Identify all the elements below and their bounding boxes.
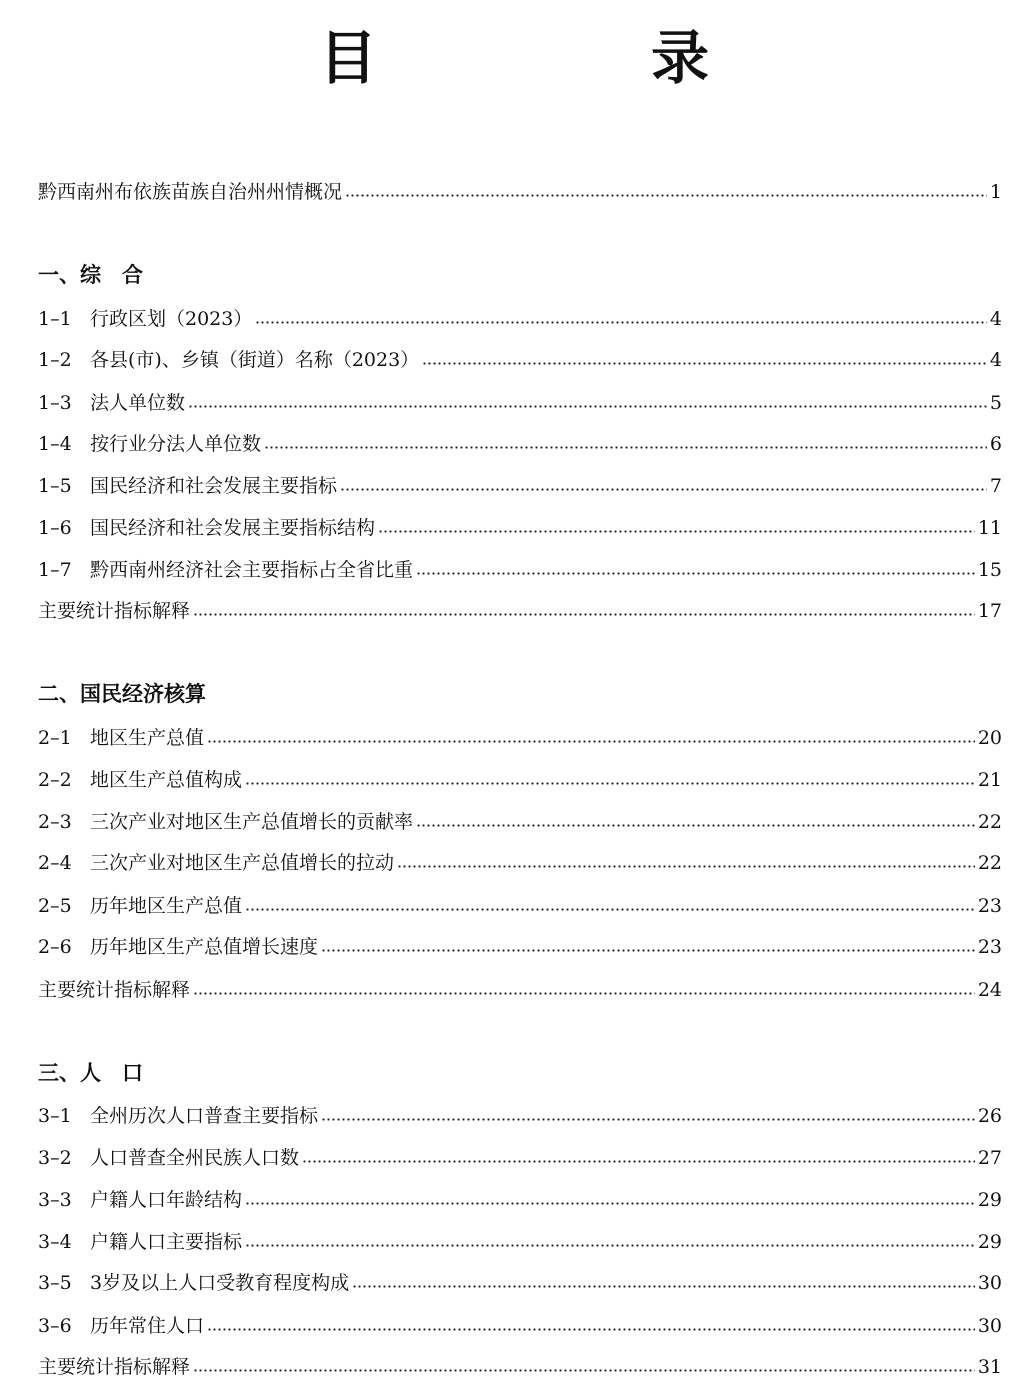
dot-leader (302, 1160, 975, 1163)
toc-entry-code: 1–6 (38, 517, 72, 539)
toc-page-number: 22 (977, 811, 1002, 833)
dot-leader (378, 530, 975, 533)
dot-leader (422, 362, 987, 365)
toc-page-number: 6 (989, 433, 1002, 455)
toc-entry[interactable] (38, 932, 1002, 962)
toc-page-number: 11 (977, 517, 1002, 539)
toc-entry[interactable] (38, 429, 1002, 459)
toc-entry-label: 各县(市)、乡镇（街道）名称（2023） (90, 349, 420, 371)
dot-leader (207, 1328, 975, 1331)
section-heading-1: 一、综 合 (38, 263, 143, 287)
toc-entry-label: 三次产业对地区生产总值增长的贡献率 (90, 811, 414, 833)
toc-page-number: 21 (977, 769, 1002, 791)
toc-entry-label: 户籍人口主要指标 (90, 1231, 243, 1253)
toc-page-number: 27 (977, 1147, 1002, 1169)
toc-entry-intro[interactable] (38, 177, 1002, 207)
toc-page-number: 23 (977, 936, 1002, 958)
toc-entry-code: 3–5 (38, 1272, 72, 1294)
toc-entry[interactable] (38, 345, 1002, 375)
section-heading-2: 二、国民经济核算 (38, 682, 206, 706)
dot-leader (245, 908, 975, 911)
dot-leader (193, 613, 975, 616)
toc-page-number: 7 (989, 475, 1002, 497)
toc-entry-code: 1–2 (38, 349, 72, 371)
toc-entry-code: 2–2 (38, 769, 72, 791)
toc-entry-label: 国民经济和社会发展主要指标 (90, 475, 338, 497)
toc-page-number: 30 (977, 1272, 1002, 1294)
toc-entry-code: 3–1 (38, 1105, 72, 1127)
toc-entry-label: 黔西南州经济社会主要指标占全省比重 (90, 559, 414, 581)
toc-entry-code: 1–4 (38, 433, 72, 455)
toc-entry-label: 主要统计指标解释 (38, 1356, 191, 1378)
dot-leader (193, 992, 975, 995)
toc-entry[interactable] (38, 388, 1002, 418)
toc-entry-label: 全州历次人口普查主要指标 (90, 1105, 319, 1127)
toc-entry-label: 行政区划（2023） (90, 308, 253, 330)
dot-leader (321, 1118, 975, 1121)
dot-leader (193, 1369, 975, 1372)
toc-entry[interactable] (38, 1268, 1002, 1298)
toc-entry-label: 国民经济和社会发展主要指标结构 (90, 517, 376, 539)
toc-page-number: 22 (977, 852, 1002, 874)
toc-entry-code: 1–7 (38, 559, 72, 581)
toc-page-number: 20 (977, 727, 1002, 749)
toc-entry-code: 2–5 (38, 895, 72, 917)
dot-leader (340, 488, 987, 491)
toc-page-number: 29 (977, 1189, 1002, 1211)
toc-page-number: 23 (977, 895, 1002, 917)
toc-entry[interactable] (38, 1185, 1002, 1215)
toc-page-number: 31 (977, 1356, 1002, 1378)
toc-entry[interactable] (38, 471, 1002, 501)
toc-entry[interactable] (38, 596, 1002, 626)
toc-entry-label: 地区生产总值构成 (90, 769, 243, 791)
toc-entry[interactable] (38, 513, 1002, 543)
dot-leader (255, 321, 987, 324)
page-title: 目 录 (318, 24, 817, 92)
toc-entry[interactable] (38, 891, 1002, 921)
toc-page-number: 15 (977, 559, 1002, 581)
toc-entry-code: 2–6 (38, 936, 72, 958)
toc-entry-code: 1–1 (38, 308, 72, 330)
dot-leader (188, 405, 987, 408)
toc-entry[interactable] (38, 1227, 1002, 1257)
toc-entry[interactable] (38, 1101, 1002, 1131)
dot-leader (207, 740, 975, 743)
toc-entry-label: 地区生产总值 (90, 727, 205, 749)
toc-page-number: 17 (977, 600, 1002, 622)
toc-entry-label: 历年地区生产总值增长速度 (90, 936, 319, 958)
dot-leader (321, 949, 975, 952)
toc-entry-code: 3–2 (38, 1147, 72, 1169)
toc-entry-code: 3–3 (38, 1189, 72, 1211)
toc-entry-code: 3–6 (38, 1315, 72, 1337)
toc-entry-code: 2–1 (38, 727, 72, 749)
dot-leader (397, 865, 975, 868)
toc-entry-code: 1–5 (38, 475, 72, 497)
toc-entry[interactable] (38, 975, 1002, 1005)
toc-page-number: 4 (989, 308, 1002, 330)
toc-entry-label: 三次产业对地区生产总值增长的拉动 (90, 852, 395, 874)
toc-entry-label: 黔西南州布依族苗族自治州州情概况 (38, 181, 343, 203)
toc-entry[interactable] (38, 555, 1002, 585)
toc-page-number: 24 (977, 979, 1002, 1001)
toc-entry-label: 主要统计指标解释 (38, 979, 191, 1001)
toc-entry-label: 3岁及以上人口受教育程度构成 (90, 1272, 350, 1294)
toc-entry[interactable] (38, 1143, 1002, 1173)
toc-entry[interactable] (38, 1352, 1002, 1382)
toc-page-number: 29 (977, 1231, 1002, 1253)
toc-entry[interactable] (38, 723, 1002, 753)
toc-entry-label: 法人单位数 (90, 392, 186, 414)
toc-page-number: 26 (977, 1105, 1002, 1127)
toc-entry[interactable] (38, 765, 1002, 795)
toc-page-number: 5 (989, 392, 1002, 414)
toc-entry[interactable] (38, 1311, 1002, 1341)
dot-leader (416, 824, 975, 827)
toc-entry-label: 人口普查全州民族人口数 (90, 1147, 300, 1169)
dot-leader (345, 194, 987, 197)
toc-entry-label: 历年常住人口 (90, 1315, 205, 1337)
toc-entry-code: 2–4 (38, 852, 72, 874)
toc-page-number: 1 (989, 181, 1002, 203)
toc-entry-label: 按行业分法人单位数 (90, 433, 262, 455)
dot-leader (416, 572, 975, 575)
toc-page-number: 4 (989, 349, 1002, 371)
dot-leader (245, 782, 975, 785)
dot-leader (245, 1202, 975, 1205)
section-heading-3: 三、人 口 (38, 1061, 143, 1085)
toc-entry-label: 历年地区生产总值 (90, 895, 243, 917)
toc-entry-code: 2–3 (38, 811, 72, 833)
toc-page-number: 30 (977, 1315, 1002, 1337)
toc-entry-label: 主要统计指标解释 (38, 600, 191, 622)
toc-entry[interactable] (38, 848, 1002, 878)
toc-entry-label: 户籍人口年龄结构 (90, 1189, 243, 1211)
toc-entry[interactable] (38, 304, 1002, 334)
toc-entry-code: 3–4 (38, 1231, 72, 1253)
dot-leader (352, 1285, 975, 1288)
dot-leader (245, 1244, 975, 1247)
toc-entry[interactable] (38, 807, 1002, 837)
dot-leader (264, 446, 987, 449)
toc-entry-code: 1–3 (38, 392, 72, 414)
